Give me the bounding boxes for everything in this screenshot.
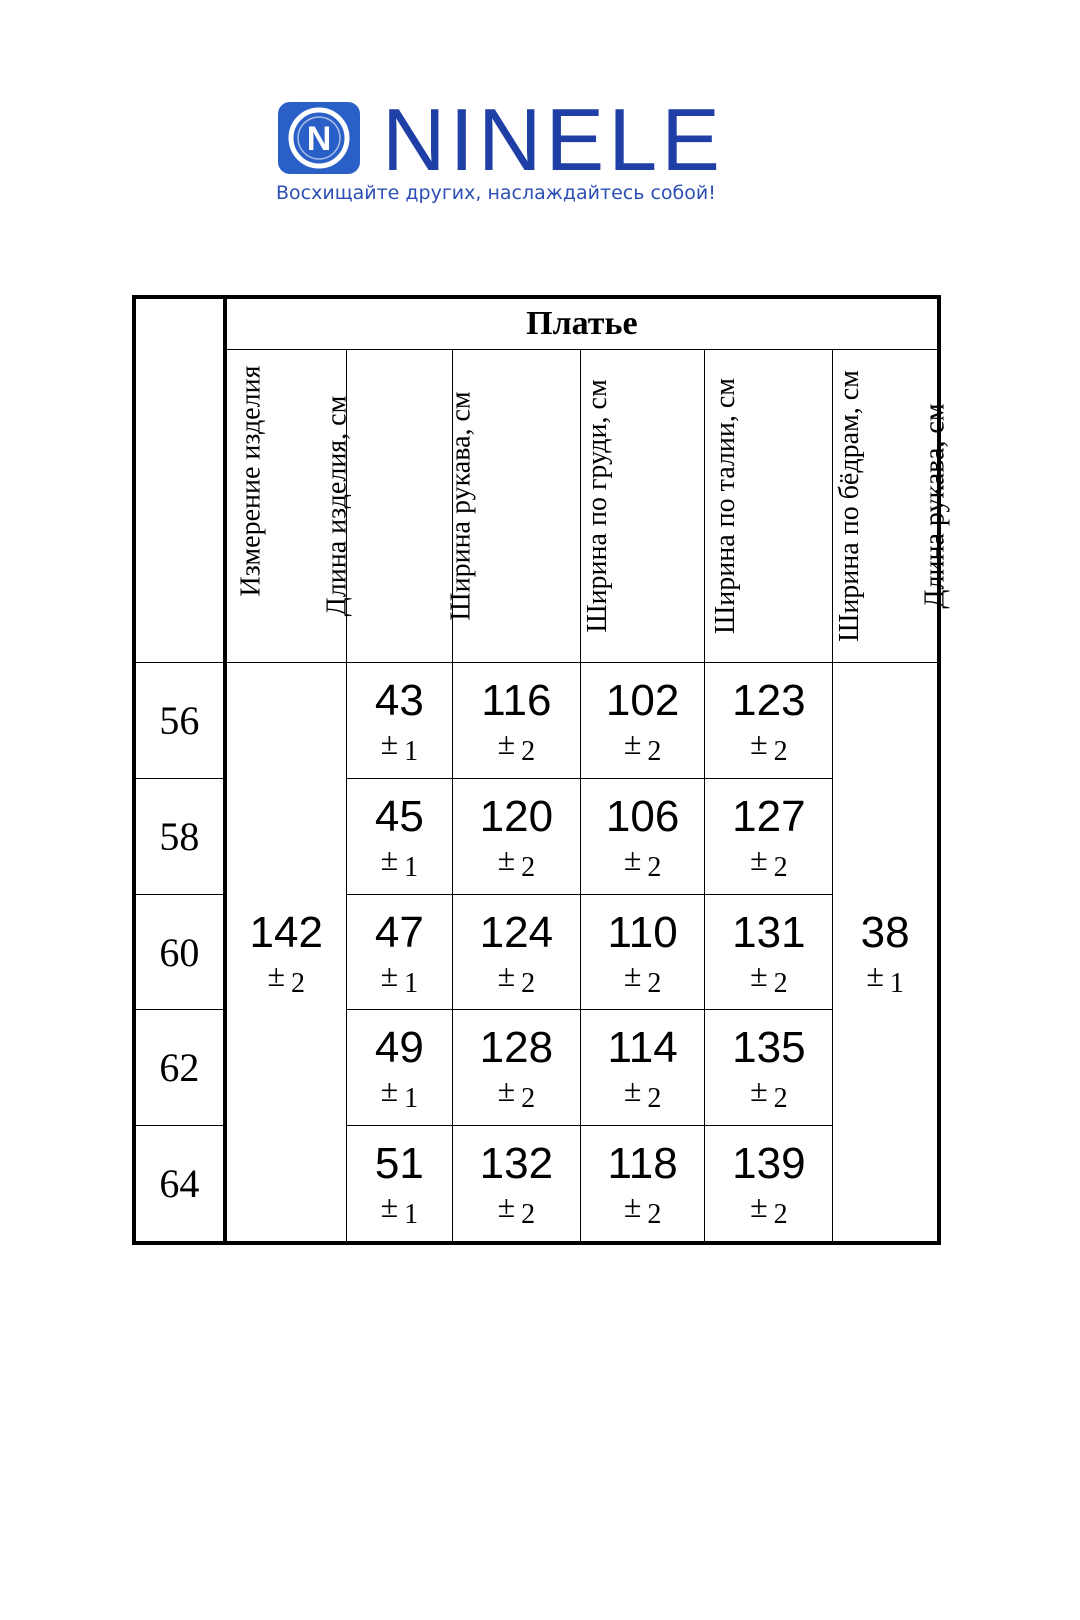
length-cell: 142 ± 2	[225, 663, 347, 1243]
chest-cell: 128 ± 2	[452, 1010, 580, 1126]
table-row	[134, 663, 939, 779]
brand-wordmark: NINELE	[382, 90, 724, 189]
waist-cell: 102 ± 2	[580, 663, 705, 779]
column-header-waist: Ширина по талии, см	[580, 350, 705, 663]
hips-cell: 123 ± 2	[705, 663, 833, 779]
size-label: 62	[134, 1010, 225, 1126]
hips-cell: 135 ± 2	[705, 1010, 833, 1126]
sleeve-width-cell: 47 ± 1	[346, 894, 452, 1010]
chest-cell: 120 ± 2	[452, 779, 580, 895]
sleeve-width-cell: 51 ± 1	[346, 1126, 452, 1243]
sleeve-length-cell: 38 ± 1	[833, 663, 939, 1243]
column-header-chest: Ширина по груди, см	[452, 350, 580, 663]
column-header-sleeve-length: Длина рукава, см	[833, 350, 939, 663]
hips-cell: 131 ± 2	[705, 894, 833, 1010]
sleeve-width-cell: 45 ± 1	[346, 779, 452, 895]
waist-cell: 110 ± 2	[580, 894, 705, 1010]
corner-header	[134, 297, 267, 663]
column-header-hips: Ширина по бёдрам, см	[705, 350, 833, 663]
size-label: 60	[134, 894, 225, 1010]
corner-label: Измерение изделия	[235, 365, 267, 597]
chest-cell: 124 ± 2	[452, 894, 580, 1010]
logo-letter: N	[306, 120, 332, 158]
sleeve-width-cell: 43 ± 1	[346, 663, 452, 779]
logo-badge-icon	[278, 102, 360, 174]
chest-cell: 116 ± 2	[452, 663, 580, 779]
size-chart-table	[132, 295, 951, 1245]
size-label: 64	[134, 1126, 225, 1243]
sleeve-width-cell: 49 ± 1	[346, 1010, 452, 1126]
waist-cell: 114 ± 2	[580, 1010, 705, 1126]
column-header-length: Длина изделия, см	[225, 350, 347, 663]
hips-cell: 139 ± 2	[705, 1126, 833, 1243]
chest-cell: 132 ± 2	[452, 1126, 580, 1243]
size-label: 56	[134, 663, 225, 779]
brand-logo	[276, 90, 808, 214]
waist-cell: 118 ± 2	[580, 1126, 705, 1243]
brand-tagline: Восхищайте других, наслаждайтесь собой!	[276, 182, 716, 204]
waist-cell: 106 ± 2	[580, 779, 705, 895]
product-title: Платье	[225, 297, 939, 350]
column-header-sleeve-width: Ширина рукава, см	[346, 350, 452, 663]
size-label: 58	[134, 779, 225, 895]
hips-cell: 127 ± 2	[705, 779, 833, 895]
